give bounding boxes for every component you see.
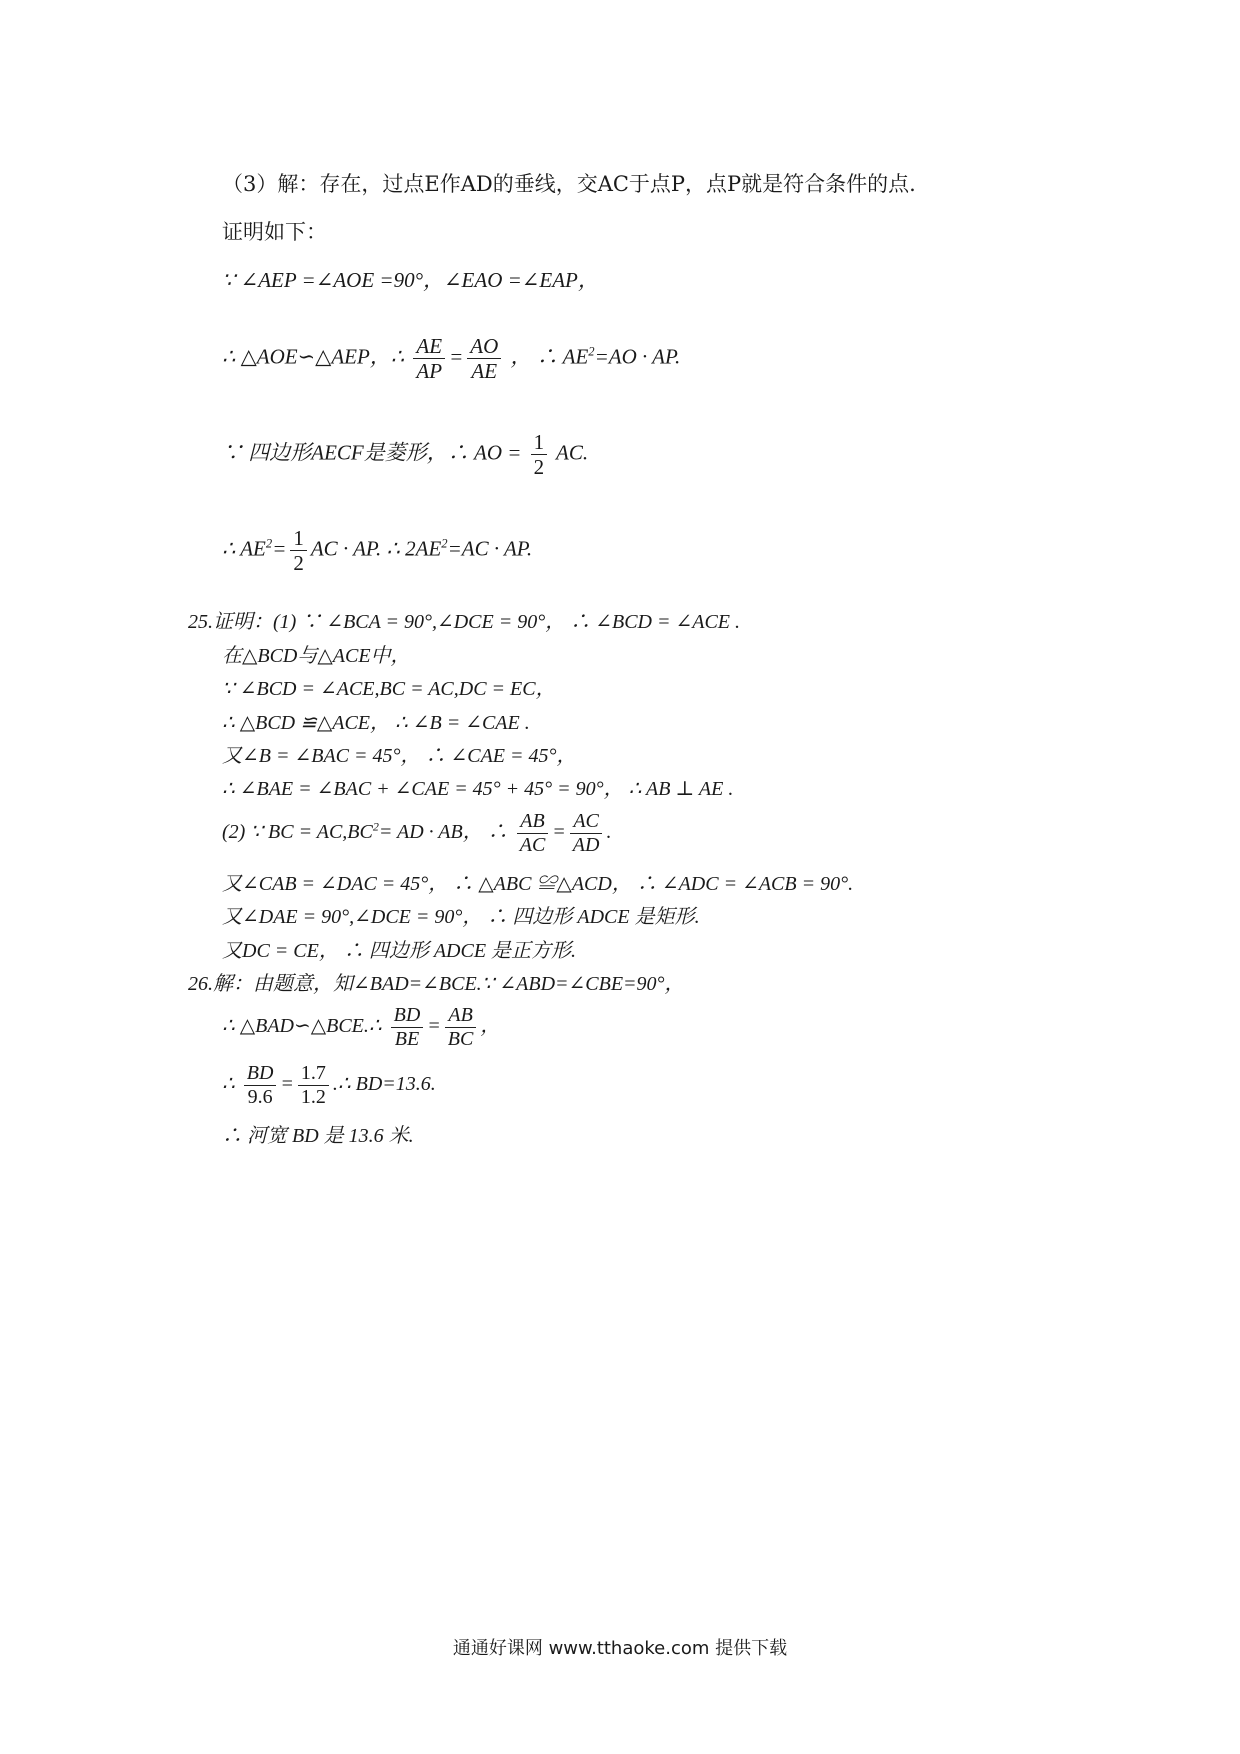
superscript: 2 <box>372 819 379 834</box>
q26-line1: 26.解：由题意，知∠BAD=∠BCE.∵ ∠ABD=∠CBE=90°， <box>188 973 685 995</box>
l4-b: = <box>272 536 287 561</box>
l4-c: AC · AP. ∴ 2AE <box>310 536 442 561</box>
l7-c: . <box>606 821 612 844</box>
frac-num: 1 <box>290 526 307 551</box>
fraction-ae-ap <box>413 334 445 383</box>
q26-line3 <box>222 1062 436 1109</box>
frac-num: BD <box>244 1062 277 1086</box>
q25-line7 <box>222 810 611 857</box>
frac-den: AD <box>572 834 600 856</box>
l2-b: ， ∴ AE <box>510 344 589 369</box>
frac-den: AP <box>416 359 443 384</box>
frac-den: BC <box>447 1028 474 1050</box>
q26-line4: ∴ 河宽 BD 是 13.6 米. <box>222 1125 414 1147</box>
l3-eq: = <box>280 1073 294 1096</box>
l4-a: ∴ AE <box>222 536 266 561</box>
l2-a: ∴ △BAD∽△BCE.∴ <box>222 1015 382 1038</box>
l7-a: (2) ∵ BC = AC,BC <box>222 821 373 844</box>
q26-line2 <box>222 1004 500 1051</box>
frac-den: 2 <box>533 455 545 480</box>
l7-b: = AD · AB， ∴ <box>378 821 508 844</box>
l7-eq: = <box>552 821 566 844</box>
l2-a: ∴ △AOE∽△AEP，∴ <box>222 344 405 369</box>
l2-c: =AO · AP. <box>594 344 681 369</box>
q25-line2: 在△BCD与△ACE中， <box>222 645 411 667</box>
q25-line3: ∵ ∠BCD = ∠ACE,BC = AC,DC = EC， <box>222 678 556 700</box>
fraction-one-half <box>531 430 548 479</box>
q25-line6: ∴ ∠BAE = ∠BAC + ∠CAE = 45° + 45° = 90°， ∴ AB ⊥ AE . <box>222 778 734 800</box>
part3-intro: （3）解：存在，过点E作AD的垂线，交AC于点P，点P就是符合条件的点. <box>222 172 916 196</box>
fraction-ao-ae <box>467 334 501 383</box>
frac-num: 1 <box>531 430 548 455</box>
frac-num: 1.7 <box>298 1062 329 1086</box>
fraction-ac-ad <box>570 810 603 857</box>
frac-num: AC <box>570 810 603 834</box>
l3-b: AC. <box>556 440 589 465</box>
frac-den: 2 <box>293 551 304 576</box>
l3-a: ∵ 四边形AECF是菱形，∴ AO = <box>222 440 522 465</box>
l3-b: .∴ BD=13.6. <box>332 1073 436 1096</box>
frac-num: AB <box>445 1004 477 1028</box>
q25-line10: 又DC = CE， ∴ 四边形 ADCE 是正方形. <box>222 940 577 962</box>
part3-line4 <box>222 526 532 575</box>
fraction-bd-9-6 <box>244 1062 277 1109</box>
fraction-bd-be <box>391 1004 424 1051</box>
page-footer: 通通好课网 www.tthaoke.com 提供下载 <box>452 1638 788 1659</box>
frac-num: AO <box>467 334 501 359</box>
part3-line3 <box>222 430 588 479</box>
part3-line1: ∵ ∠AEP =∠AOE =90°，∠EAO =∠EAP， <box>222 268 599 292</box>
fraction-ab-bc <box>445 1004 477 1051</box>
superscript: 2 <box>588 344 595 359</box>
frac-num: AB <box>517 810 549 834</box>
l2-b: ， <box>480 1015 501 1038</box>
q25-line8: 又∠CAB = ∠DAC = 45°， ∴ △ABC ≌△ACD， ∴ ∠ADC = ∠ACB = 90°. <box>222 873 854 895</box>
q25-line9: 又∠DAE = 90°,∠DCE = 90°， ∴ 四边形 ADCE 是矩形. <box>222 906 700 928</box>
fraction-one-half <box>290 526 307 575</box>
part3-line2: ∴ △AOE∽△AEP，∴ $\frac{AE}{AP}$ = $\frac{AO}{AE}$ ， ∴ $AE^2=AO$ · AP. <box>222 334 681 384</box>
frac-num: BD <box>391 1004 424 1028</box>
fraction-1-7-1-2 <box>298 1062 329 1109</box>
q25-line1: 25.证明：(1) ∵ ∠BCA = 90°,∠DCE = 90°， ∴ ∠BCD = ∠ACE . <box>188 611 741 633</box>
fraction-ab-ac <box>517 810 549 857</box>
frac-den: 1.2 <box>300 1086 326 1108</box>
l3-a: ∴ <box>222 1073 235 1096</box>
l4-d: =AC · AP. <box>447 536 533 561</box>
superscript: 2 <box>441 536 448 551</box>
q25-line4: ∴ △BCD ≌△ACE， ∴ ∠B = ∠CAE . <box>222 712 530 734</box>
frac-den: 9.6 <box>247 1086 273 1108</box>
proof-label: 证明如下： <box>222 220 327 244</box>
frac-den: BE <box>394 1028 420 1050</box>
frac-den: AE <box>471 359 498 384</box>
frac-num: AE <box>413 334 445 359</box>
q25-line5: 又∠B = ∠BAC = 45°， ∴ ∠CAE = 45°， <box>222 745 577 767</box>
l2-eq: = <box>427 1015 441 1038</box>
frac-den: AC <box>519 834 546 856</box>
superscript: 2 <box>265 536 273 551</box>
